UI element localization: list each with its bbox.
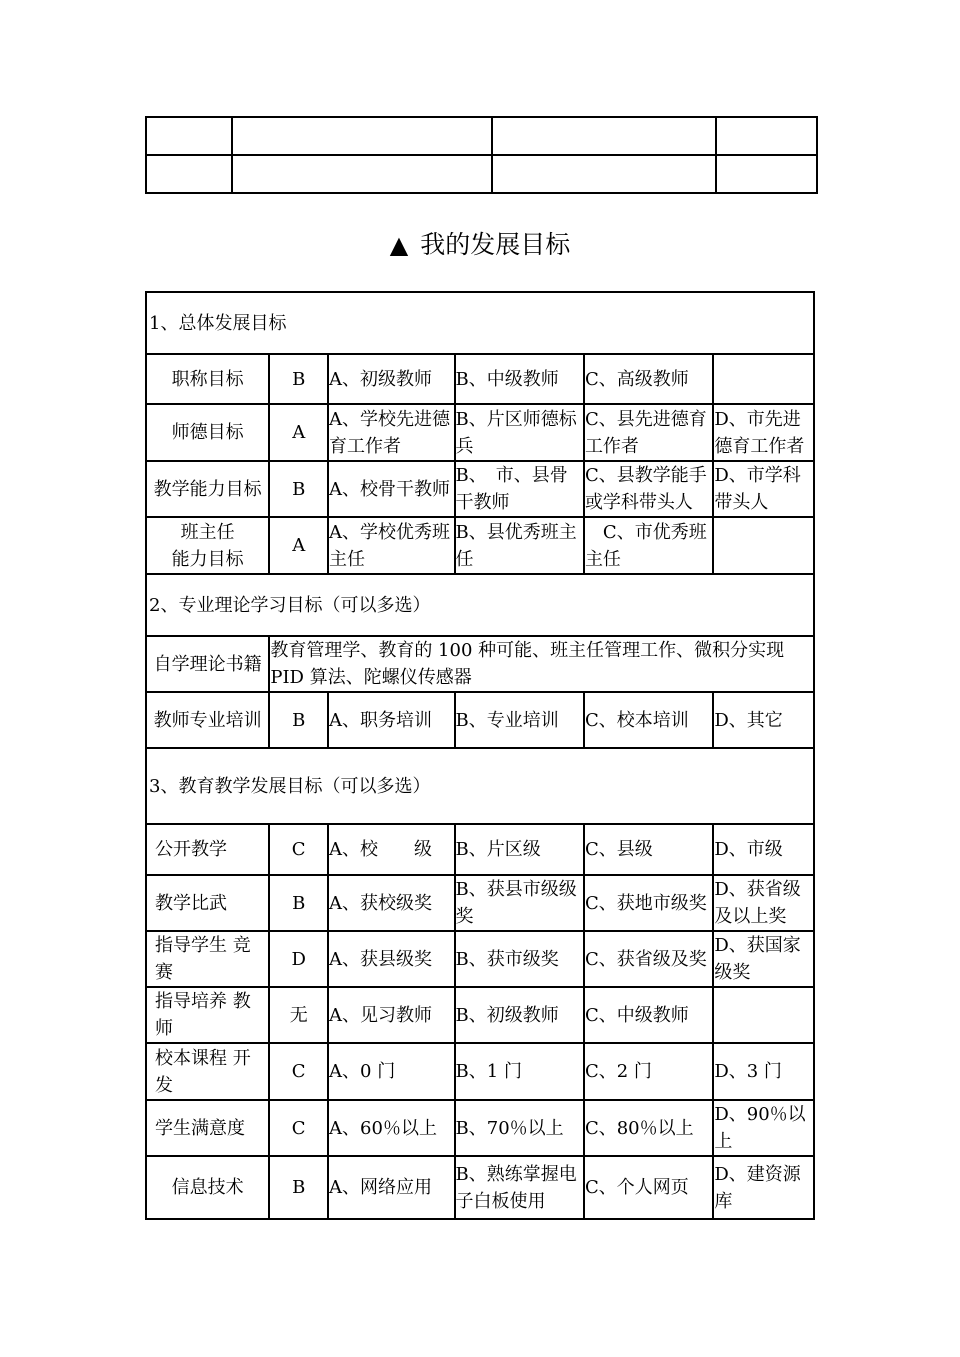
table-row: 职称目标 B A、初级教师 B、中级教师 C、高级教师 <box>146 354 814 404</box>
table-row: 信息技术 B A、网络应用 B、熟练掌握电子白板使用 C、个人网页 D、建资源库 <box>146 1156 814 1219</box>
goals-table <box>145 291 815 1220</box>
table-row: 自学理论书籍 教育管理学、教育的 100 种可能、班主任管理工作、微积分实现 PID 算法、陀螺仪传感器 <box>146 636 814 692</box>
table-row: 学生满意度 C A、60％以上 B、70％以上 C、80％以上 D、90％以上 <box>146 1100 814 1156</box>
table-row: 师德目标 A A、学校先进德育工作者 B、片区师德标兵 C、县先进德育工作者 D、市先进德育工作者 <box>146 404 814 461</box>
section-row: 2、专业理论学习目标（可以多选） <box>146 574 814 636</box>
table-row <box>146 117 817 155</box>
page-title: ▲ 我的发展目标 <box>389 230 571 259</box>
triangle-icon: ▲ <box>389 231 409 259</box>
top-empty-table <box>145 116 818 194</box>
table-row: 教学比武 B A、获校级奖 B、获县市级级奖 C、获地市级奖 D、获省级及以上奖 <box>146 875 814 931</box>
section-row: 3、教育教学发展目标（可以多选） <box>146 748 814 824</box>
table-row: 公开教学 C A、校 级 B、片区级 C、县级 D、市级 <box>146 824 814 875</box>
table-row <box>146 155 817 193</box>
table-row: 教学能力目标 B A、校骨干教师 B、 市、县骨干教师 C、县教学能手或学科带头人 D、市学科带头人 <box>146 461 814 517</box>
table-row: 班主任 能力目标 A A、学校优秀班主任 B、县优秀班主任 C、市优秀班主任 <box>146 517 814 574</box>
table-row: 指导学生 竞赛 D A、获县级奖 B、获市级奖 C、获省级及奖 D、获国家级奖 <box>146 931 814 987</box>
table-row: 教师专业培训 B A、职务培训 B、专业培训 C、校本培训 D、其它 <box>146 692 814 748</box>
table-row: 指导培养 教师 无 A、见习教师 B、初级教师 C、中级教师 <box>146 987 814 1043</box>
section-row: 1、总体发展目标 <box>146 292 814 354</box>
table-row: 校本课程 开发 C A、0 门 B、1 门 C、2 门 D、3 门 <box>146 1043 814 1100</box>
